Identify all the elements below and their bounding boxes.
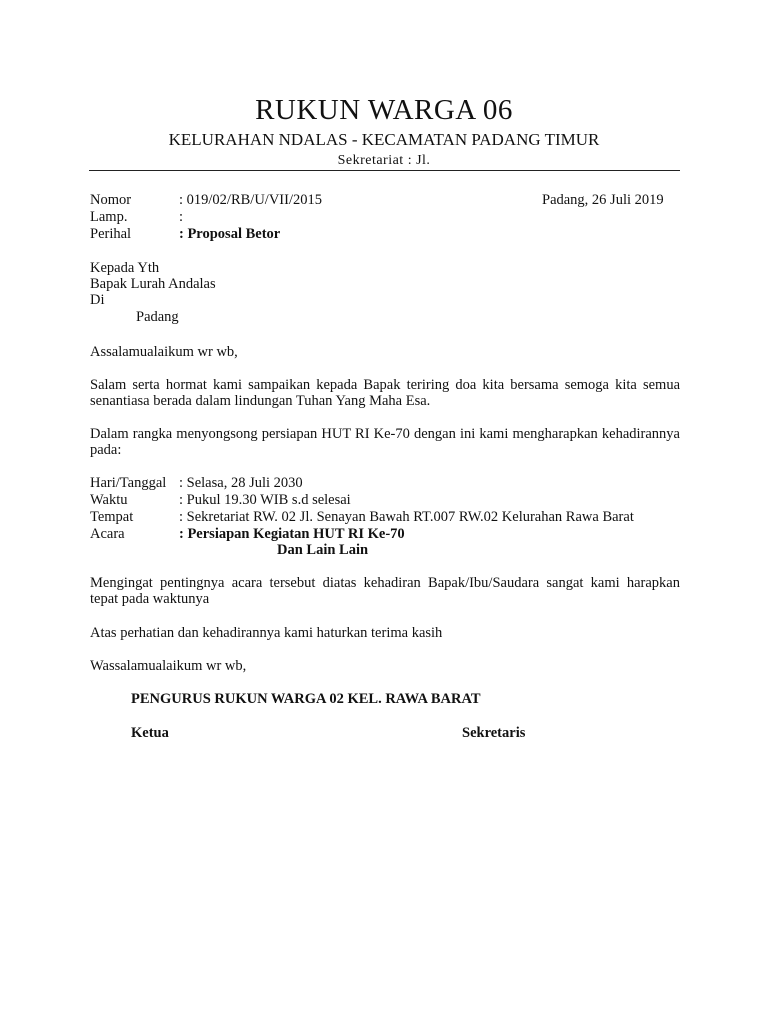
recipient-city: Padang	[136, 309, 179, 325]
paragraph-line: Dalam rangka menyongsong persiapan HUT RI Ke-70 dengan ini kami mengharapkan kehadirannya	[90, 426, 680, 442]
event-place-value: : Sekretariat RW. 02 Jl. Senayan Bawah RT.007 RW.02 Kelurahan Rawa Barat	[179, 509, 634, 525]
paragraph-line: pada:	[90, 442, 122, 458]
event-agenda-label: Acara	[90, 526, 125, 542]
event-time-value: : Pukul 19.30 WIB s.d selesai	[179, 492, 351, 508]
perihal-label: Perihal	[90, 226, 132, 242]
event-agenda-value: : Persiapan Kegiatan HUT RI Ke-70	[179, 526, 405, 542]
paragraph-line: senantiasa berada dalam lindungan Tuhan Yang Maha Esa.	[90, 393, 431, 409]
lamp-value: :	[179, 209, 184, 225]
thanks-line: Atas perhatian dan kehadirannya kami haturkan terima kasih	[90, 625, 443, 641]
greeting: Assalamualaikum wr wb,	[90, 344, 238, 360]
paragraph-line: Salam serta hormat kami sampaikan kepada Bapak teriring doa kita bersama semoga kita semua	[90, 377, 680, 393]
paragraph-line: tepat pada waktunya	[90, 591, 210, 607]
closing-greeting: Wassalamualaikum wr wb,	[90, 658, 247, 674]
event-agenda-extra: Dan Lain Lain	[277, 542, 369, 558]
event-place-label: Tempat	[90, 509, 134, 525]
recipient-line: Kepada Yth	[90, 260, 160, 276]
signature-sekretaris: Sekretaris	[462, 725, 526, 741]
letterhead-address: Sekretariat : Jl.	[337, 153, 431, 168]
event-date-label: Hari/Tanggal	[90, 475, 167, 491]
signature-org: PENGURUS RUKUN WARGA 02 KEL. RAWA BARAT	[131, 691, 481, 707]
letterhead-divider	[89, 170, 680, 171]
recipient-line: Bapak Lurah Andalas	[90, 276, 216, 292]
letter-date: Padang, 26 Juli 2019	[542, 192, 664, 208]
perihal-value: : Proposal Betor	[179, 226, 281, 242]
recipient-line: Di	[90, 292, 105, 308]
letterhead-title: RUKUN WARGA 06	[255, 94, 513, 126]
event-date-value: : Selasa, 28 Juli 2030	[179, 475, 303, 491]
signature-ketua: Ketua	[131, 725, 169, 741]
lamp-label: Lamp.	[90, 209, 128, 225]
nomor-value: : 019/02/RB/U/VII/2015	[179, 192, 322, 208]
paragraph-line: Mengingat pentingnya acara tersebut diatas kehadiran Bapak/Ibu/Saudara sangat kami harapkan	[90, 575, 680, 591]
event-time-label: Waktu	[90, 492, 128, 508]
nomor-label: Nomor	[90, 192, 132, 208]
letterhead-subtitle: KELURAHAN NDALAS - KECAMATAN PADANG TIMUR	[168, 130, 600, 149]
